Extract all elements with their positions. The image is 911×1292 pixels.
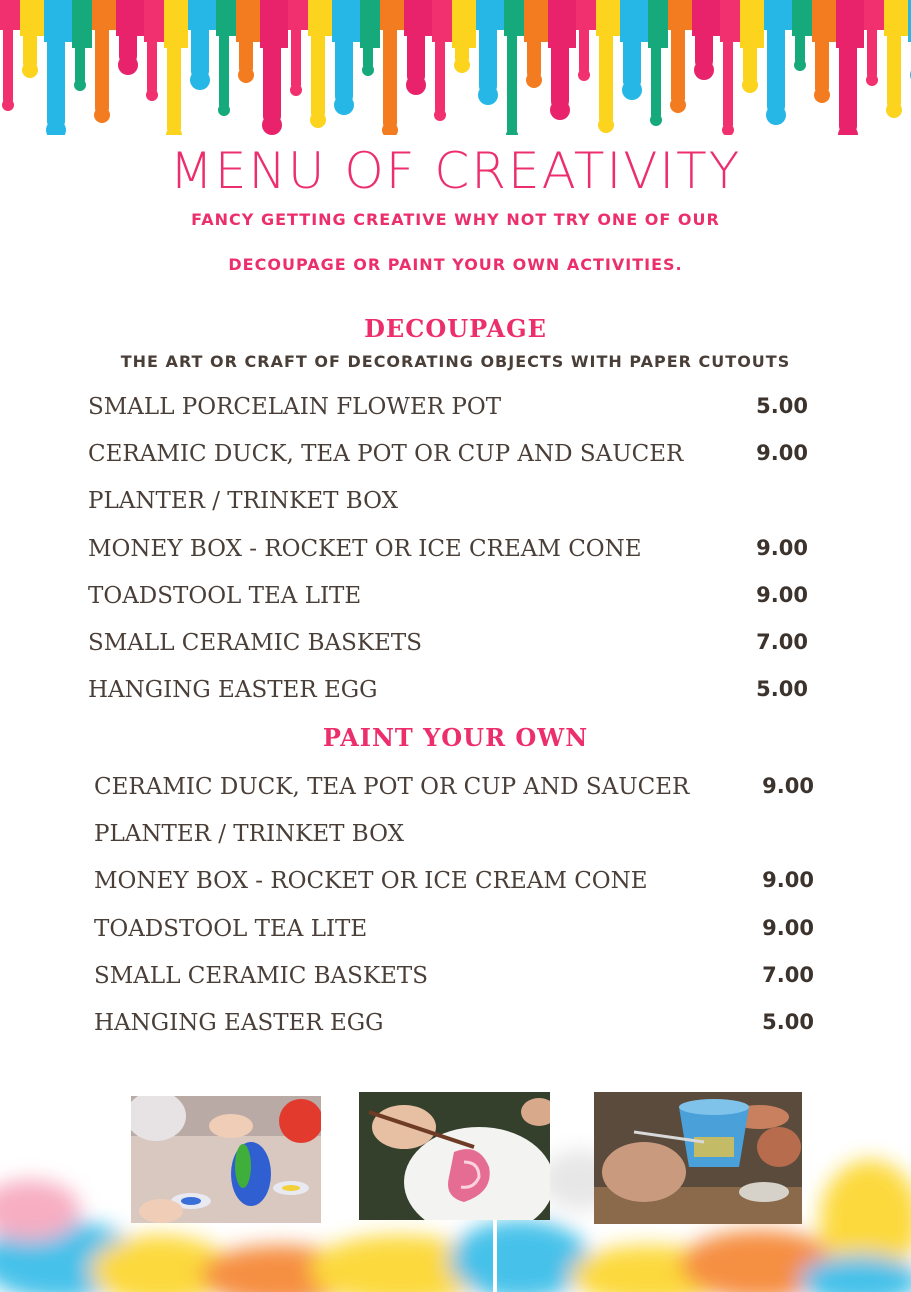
menu-row: [88, 394, 808, 426]
menu-item-price: 9.00: [762, 915, 814, 940]
menu-row: [94, 821, 814, 853]
menu-item-price: 5.00: [756, 394, 808, 418]
menu-item-price: 5.00: [756, 677, 808, 702]
menu-item-price: 7.00: [762, 962, 814, 987]
menu-item-name: TOADSTOOL TEA LITE: [94, 915, 368, 942]
menu-row: [94, 963, 814, 995]
menu-row: [88, 488, 808, 520]
subtitle-line-1: FANCY GETTING CREATIVE WHY NOT TRY ONE OF OUR: [191, 210, 720, 229]
menu-row: [94, 774, 814, 806]
menu-item-price: 5.00: [762, 1010, 814, 1034]
menu-item-price: 9.00: [762, 774, 814, 798]
menu-item-name: PLANTER / TRINKET BOX: [88, 488, 398, 515]
painting-table-photo: [131, 1096, 321, 1223]
menu-item-name: SMALL CERAMIC BASKETS: [88, 630, 422, 656]
menu-row: [88, 583, 808, 615]
menu-row: [88, 536, 808, 568]
menu-item-name: SMALL PORCELAIN FLOWER POT: [88, 394, 502, 420]
menu-row: [88, 630, 808, 662]
menu-row: [88, 677, 808, 709]
menu-item-price: 9.00: [756, 535, 808, 560]
paint-your-own-heading: PAINT YOUR OWN: [322, 723, 589, 752]
menu-item-price: 9.00: [756, 441, 808, 466]
paint-drip-banner: [0, 0, 911, 135]
menu-item-price: 9.00: [762, 868, 814, 893]
menu-item-name: TOADSTOOL TEA LITE: [88, 582, 362, 609]
menu-item-name: CERAMIC DUCK, TEA POT OR CUP AND SAUCER: [88, 441, 684, 468]
menu-item-name: PLANTER / TRINKET BOX: [94, 821, 404, 848]
menu-item-name: HANGING EASTER EGG: [94, 1010, 384, 1036]
painting-pot-photo: [594, 1092, 802, 1224]
menu-row: [94, 868, 814, 900]
menu-item-name: MONEY BOX - ROCKET OR ICE CREAM CONE: [94, 868, 648, 895]
subtitle-line-2: DECOUPAGE OR PAINT YOUR OWN ACTIVITIES.: [228, 255, 683, 274]
menu-item-price: 7.00: [756, 630, 808, 654]
page-title: MENU OF CREATIVITY: [169, 142, 742, 200]
decoupage-description: THE ART OR CRAFT OF DECORATING OBJECTS WITH PAPER CUTOUTS: [120, 352, 791, 371]
menu-item-price: 9.00: [756, 582, 808, 607]
menu-item-name: CERAMIC DUCK, TEA POT OR CUP AND SAUCER: [94, 774, 690, 800]
painting-bottle-photo: [359, 1092, 550, 1220]
menu-item-name: SMALL CERAMIC BASKETS: [94, 962, 428, 989]
menu-row: [94, 916, 814, 948]
decoupage-heading: DECOUPAGE: [364, 314, 547, 343]
menu-item-name: HANGING EASTER EGG: [88, 677, 378, 704]
menu-item-name: MONEY BOX - ROCKET OR ICE CREAM CONE: [88, 535, 642, 562]
menu-row: [88, 441, 808, 473]
menu-row: [94, 1010, 814, 1042]
